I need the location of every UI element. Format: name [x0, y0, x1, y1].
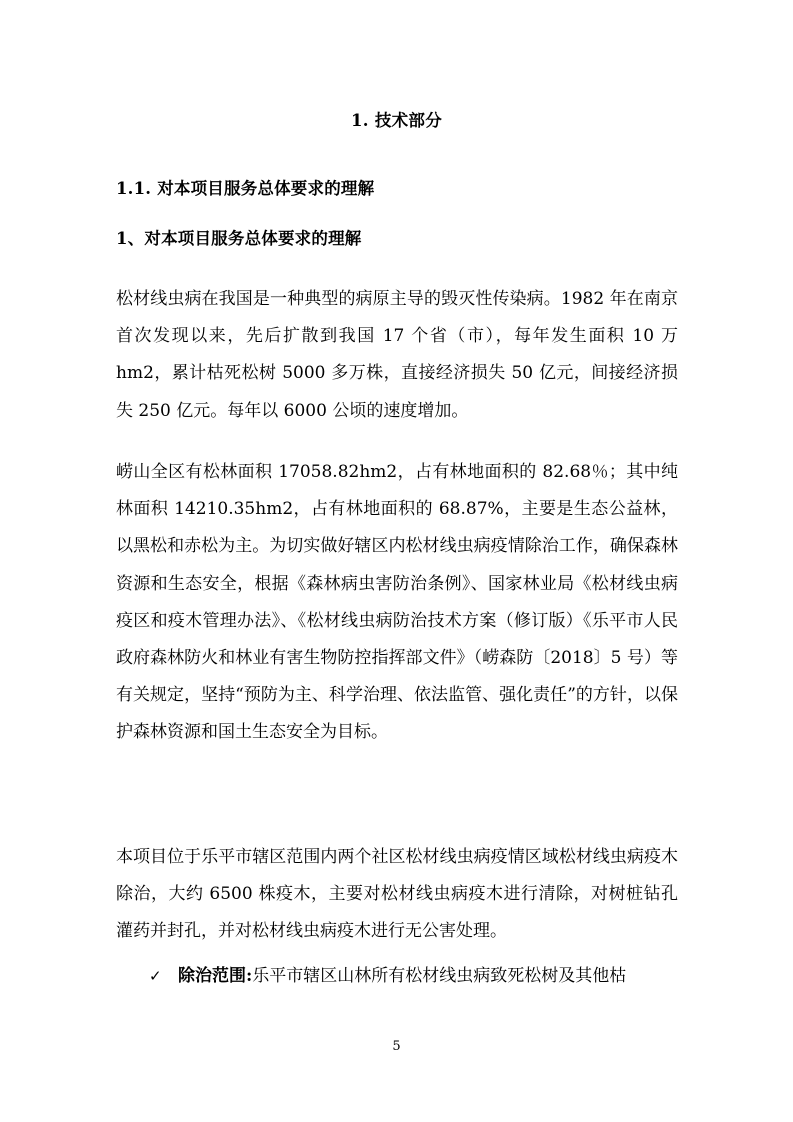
- list-item: [116, 958, 678, 995]
- list-item-content: [178, 958, 678, 995]
- bullet-list: [116, 958, 678, 995]
- page-title: 1. 技术部分: [350, 111, 443, 130]
- section-heading-1-1: 1.1. 对本项目服务总体要求的理解: [116, 178, 375, 198]
- checkmark-icon: ✓: [149, 967, 162, 985]
- footer-page-number: 5: [392, 1039, 401, 1054]
- list-item-text: 乐平市辖区山林所有松材线虫病致死松树及其他枯: [252, 966, 627, 986]
- list-item-label: 除治范围:: [178, 966, 253, 986]
- section-heading-numbered-1: 1、对本项目服务总体要求的理解: [116, 228, 362, 248]
- body-paragraph-1: 松材线虫病在我国是一种典型的病原主导的毁灭性传染病。1982 年在南京首次发现以来，先后扩散到我国 17 个省（市），每年发生面积 10 万 hm2，累计枯死松树 5000 多万株，直接经济损失 50 亿元，间接经济损失 250 亿元。每年以 6000 公顷的速度增加。: [116, 289, 678, 421]
- body-paragraph-3: 本项目位于乐平市辖区范围内两个社区松材线虫病疫情区域松材线虫病疫木除治，大约 6500 株疫木，主要对松材线虫病疫木进行清除，对树桩钻孔灌药并封孔，并对松材线虫病疫木进行无公害处理。: [116, 847, 678, 942]
- body-paragraph-2: 崂山全区有松林面积 17058.82hm2，占有林地面积的 82.68％；其中纯林面积 14210.35hm2，占有林地面积的 68.87%，主要是生态公益林，以黑松和赤松为主。为切实做好辖区内松材线虫病疫情除治工作，确保森林资源和生态安全，根据《森林病虫害防治条例》、国家林业局《松材线虫病疫区和疫木管理办法》、《松材线虫病防治技术方案（修订版）《乐平市人民政府森林防火和林业有害生物防控指挥部文件》（崂森防〔2018〕5 号）等有关规定，坚持“预防为主、科学治理、依法监管、强化责任”的方针，以保护森林资源和国土生态安全为目标。: [116, 462, 678, 743]
